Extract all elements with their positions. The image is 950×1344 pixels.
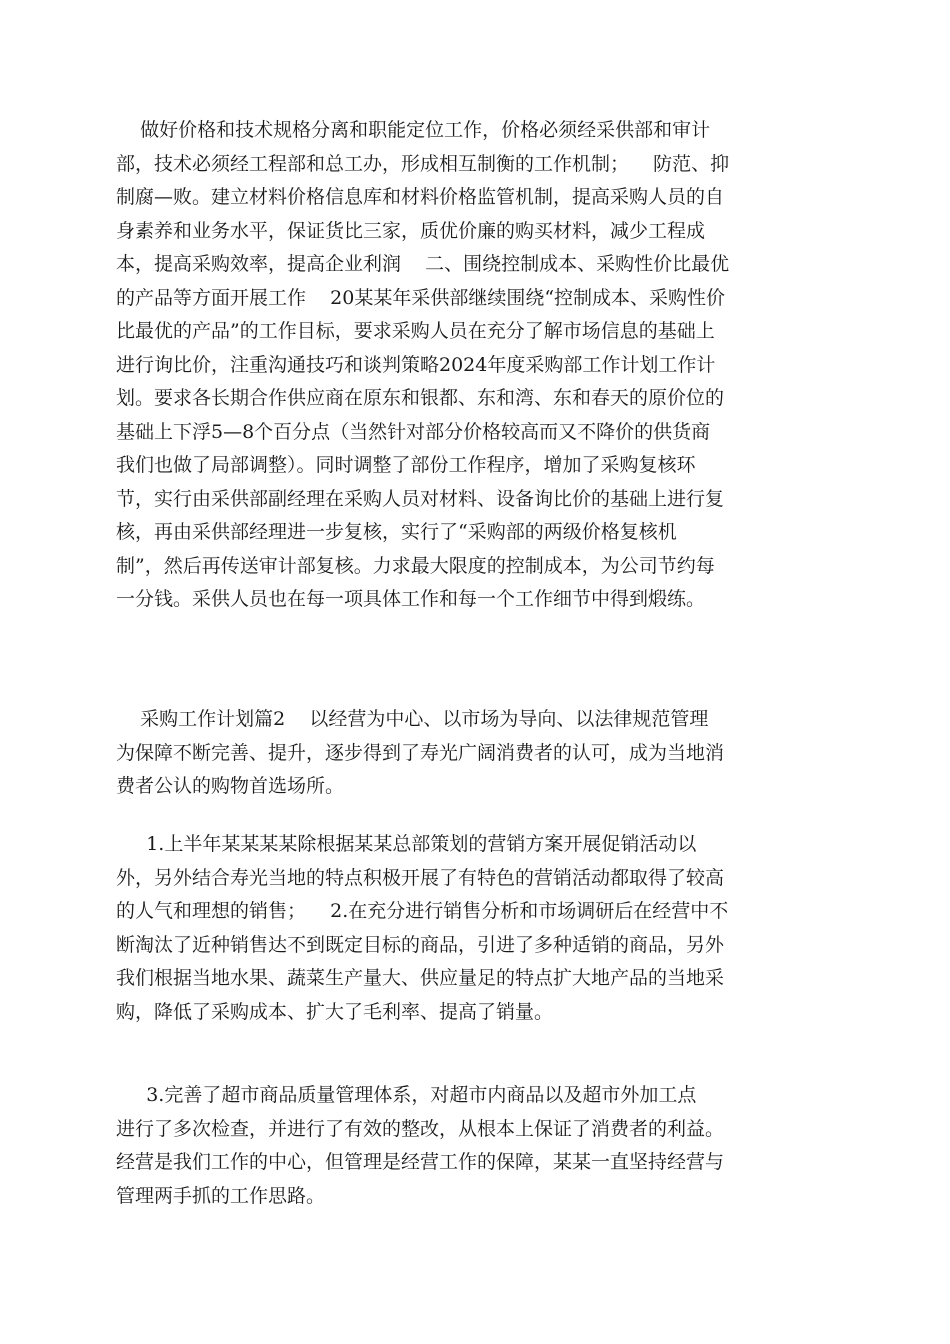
paragraph-line: 费者公认的购物首选场所。 — [116, 775, 345, 797]
paragraph-quality-management — [116, 1079, 840, 1213]
paragraph-line: 我们也做了局部调整）。同时调整了部份工作程序，增加了采购复核环 — [116, 454, 696, 476]
paragraph-line: 节，实行由采供部副经理在采购人员对材料、设备询比价的基础上进行复 — [116, 487, 725, 510]
paragraph-line: 比最优的产品”的工作目标，要求采购人员在充分了解市场信息的基础上 — [116, 320, 715, 342]
paragraph-line: 断淘汰了近种销售达不到既定目标的商品，引进了多种适销的商品，另外 — [116, 933, 725, 956]
paragraph-line: 外，另外结合寿光当地的特点积极开展了有特色的营销活动都取得了较高 — [116, 866, 725, 889]
paragraph-line: 核，再由采供部经理进一步复核，实行了“采购部的两级价格复核机 — [116, 521, 677, 543]
paragraph-line: 经营是我们工作的中心，但管理是经营工作的保障，某某一直坚持经营与 — [116, 1151, 725, 1173]
paragraph-line: 身素养和业务水平，保证货比三家，质优价廉的购买材料，减少工程成 — [116, 219, 706, 242]
paragraph-line: 为保障不断完善、提升，逐步得到了寿光广阔消费者的认可，成为当地消 — [116, 741, 725, 764]
paragraph-line: 的产品等方面开展工作 20某某年采供部继续围绕“控制成本、采购性价 — [116, 286, 726, 309]
paragraph-sales-activities — [116, 828, 840, 1029]
paragraph-line: 管理两手抓的工作思路。 — [116, 1184, 326, 1207]
paragraph-line: 做好价格和技术规格分离和职能定位工作，价格必须经采供部和审计 — [116, 119, 711, 141]
paragraph-line: 购，降低了采购成本、扩大了毛利率、提高了销量。 — [116, 1000, 554, 1023]
paragraph-line: 我们根据当地水果、蔬菜生产量大、供应量足的特点扩大地产品的当地采 — [116, 967, 725, 989]
paragraph-work-plan-part-2 — [116, 703, 840, 804]
paragraph-line: 本，提高采购效率，提高企业利润 二、围绕控制成本、采购性价比最优 — [116, 253, 730, 275]
paragraph-line: 3.完善了超市商品质量管理体系，对超市内商品以及超市外加工点 — [116, 1084, 697, 1106]
paragraph-line: 制”，然后再传送审计部复核。力求最大限度的控制成本，为公司节约每 — [116, 554, 715, 577]
paragraph-line: 基础上下浮5—8个百分点（当然针对部分价格较高而又不降价的供货商 — [116, 420, 711, 443]
paragraph-line: 进行询比价，注重沟通技巧和谈判策略2024年度采购部工作计划工作计 — [116, 353, 716, 376]
paragraph-line: 一分钱。采供人员也在每一项具体工作和每一个工作细节中得到煅练。 — [116, 588, 706, 610]
paragraph-line: 1.上半年某某某某除根据某某总部策划的营销方案开展促销活动以 — [116, 833, 697, 855]
paragraph-line: 划。要求各长期合作供应商在原东和银都、东和湾、东和春天的原价位的 — [116, 387, 725, 409]
paragraph-line: 进行了多次检查，并进行了有效的整改，从根本上保证了消费者的利益。 — [116, 1117, 725, 1140]
paragraph-procurement-price-control — [116, 114, 840, 617]
paragraph-line: 采购工作计划篇2 以经营为中心、以市场为导向、以法律规范管理 — [116, 708, 709, 730]
paragraph-line: 制腐—败。建立材料价格信息库和材料价格监管机制，提高采购人员的自 — [116, 186, 725, 208]
paragraph-line: 的人气和理想的销售； 2.在充分进行销售分析和市场调研后在经营中不 — [116, 900, 729, 922]
paragraph-line: 部，技术必须经工程部和总工办，形成相互制衡的工作机制； 防范、抑 — [116, 152, 730, 175]
